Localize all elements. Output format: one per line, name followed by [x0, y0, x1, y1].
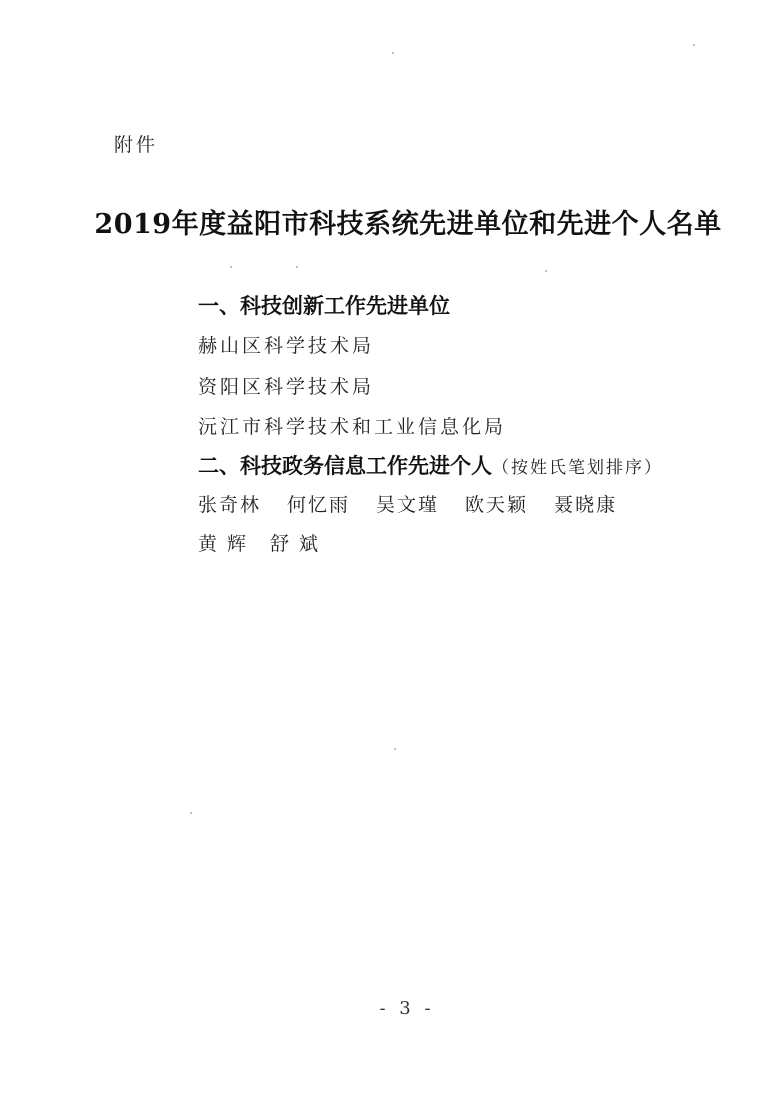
scan-speck [230, 266, 232, 268]
section2-sort-note: （按姓氏笔划排序） [492, 458, 663, 478]
unit-entry: 资阳区科学技术局 [198, 376, 375, 398]
section2-heading-text: 二、科技政务信息工作先进个人 [198, 453, 492, 478]
scan-speck [394, 748, 396, 750]
person-name: 欧天颖 [465, 494, 529, 516]
document-title [0, 202, 770, 241]
unit-entry: 沅江市科学技术和工业信息化局 [198, 416, 507, 438]
scan-speck [190, 812, 192, 814]
person-name: 何忆雨 [287, 494, 351, 516]
person-name: 张奇林 [198, 494, 262, 516]
section2-heading [198, 450, 663, 480]
person-name: 聂晓康 [554, 494, 618, 516]
names-row-2 [198, 529, 342, 556]
attachment-label: 附件 [114, 134, 159, 156]
scan-speck [693, 44, 695, 46]
document-title-text: 2019年度益阳市科技系统先进单位和先进个人名单 [94, 209, 722, 240]
names-row-1 [198, 490, 643, 517]
unit-entry: 赫山区科学技术局 [198, 335, 375, 357]
scan-speck [296, 266, 298, 268]
person-name: 黄辉 [198, 533, 257, 555]
section1-heading: 一、科技创新工作先进单位 [198, 293, 450, 318]
page-number [0, 998, 770, 1019]
page-number-text: - 3 - [379, 998, 435, 1019]
scan-speck [545, 270, 547, 272]
person-name: 吴文瑾 [376, 494, 440, 516]
person-name: 舒斌 [270, 533, 329, 555]
scan-speck [392, 52, 394, 54]
